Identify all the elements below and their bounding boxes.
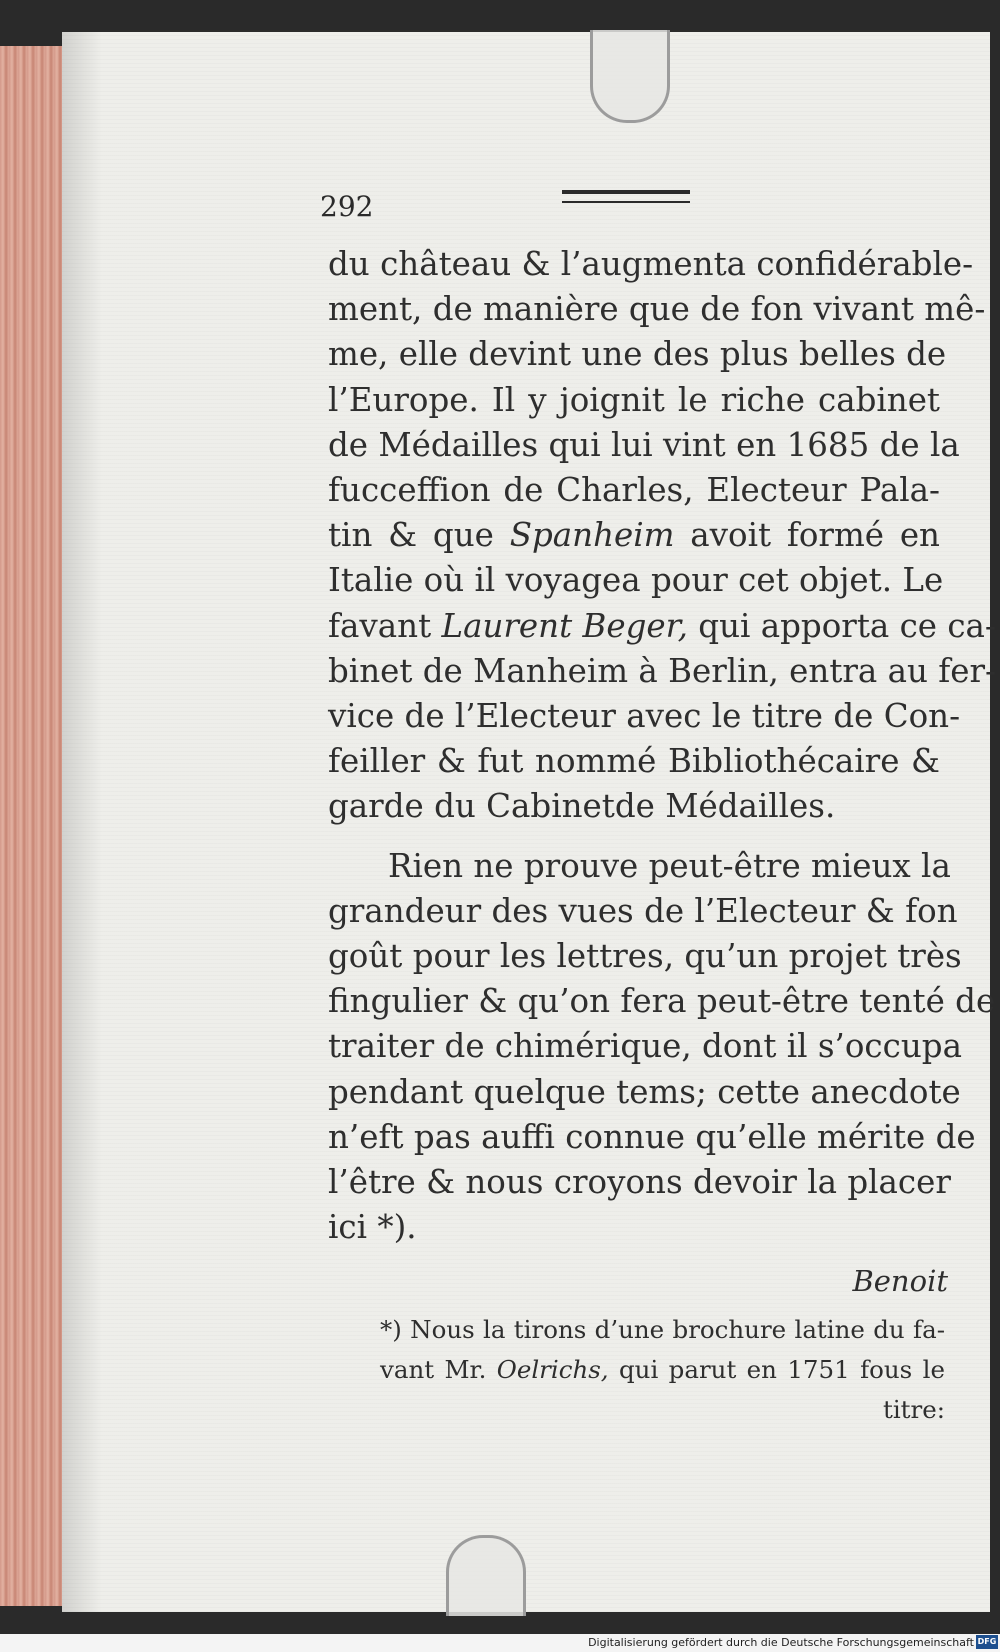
text-line: grandeur des vues de l’Electeur & fon (328, 891, 958, 930)
page-clip-top (590, 30, 670, 123)
text-fragment: qui parut en 1751 fous le (618, 1355, 945, 1384)
text-line: n’eft pas auffi connue qu’elle mérite de (328, 1117, 976, 1156)
text-line: l’Europe. Il y joignit le riche cabinet (328, 380, 940, 419)
text-fragment: vant Mr. (380, 1355, 487, 1384)
footnote (380, 1310, 945, 1430)
header-rule (562, 190, 690, 203)
text-line: l’être & nous croyons devoir la placer (328, 1163, 951, 1202)
text-fragment: avoit formé en (690, 516, 940, 555)
text-line: fucceffion de Charles, Electeur Pala- (328, 471, 940, 510)
paragraph-2 (328, 844, 996, 1251)
italic-name-oelrichs: Oelrichs, (496, 1355, 609, 1384)
text-line: du château & l’augmenta confidérable- (328, 245, 974, 283)
text-line: goût pour les lettres, qu’un projet très (328, 937, 962, 976)
italic-name-beger: Laurent Beger, (441, 606, 688, 645)
catchword: Benoit (852, 1264, 948, 1298)
footnote-line: titre: (883, 1395, 945, 1424)
footnote-line: *) Nous la tirons d’une brochure latine du fa- (380, 1315, 945, 1344)
page-number: 292 (320, 190, 374, 223)
text-fragment: qui apporta ce ca- (698, 606, 996, 645)
text-line: fingulier & qu’on fera peut-être tenté de (328, 982, 996, 1021)
text-line: ment, de manière que de fon vivant mê- (328, 290, 986, 329)
body-text (328, 242, 997, 1250)
text-fragment: tin & que (328, 516, 494, 555)
text-line (328, 513, 940, 558)
page-gutter-shadow (62, 32, 102, 1612)
text-line: binet de Manheim à Berlin, entra au fer- (328, 651, 997, 690)
page-clip-bottom (446, 1535, 526, 1616)
footnote-line (380, 1350, 945, 1390)
text-fragment: favant (328, 606, 432, 645)
banner-text: Digitalisierung gefördert durch die Deutsche Forschungsgemeinschaft (588, 1636, 974, 1649)
text-line: vice de l’Electeur avec le titre de Con- (328, 697, 961, 736)
text-line: garde du Cabinetde Médailles. (328, 787, 836, 826)
text-line (328, 604, 996, 649)
text-line: pendant quelque tems; cette anecdote (328, 1072, 961, 1111)
text-line: Rien ne prouve peut-être mieux la (388, 846, 951, 885)
text-line: ici *). (328, 1208, 417, 1247)
text-line: feiller & fut nommé Bibliothécaire & (328, 742, 940, 781)
italic-name-spanheim: Spanheim (509, 516, 675, 555)
text-line: me, elle devint une des plus belles de (328, 335, 947, 374)
text-line: traiter de chimérique, dont il s’occupa (328, 1027, 962, 1066)
paragraph-1 (328, 242, 997, 830)
text-line: Italie où il voyagea pour cet objet. Le (328, 561, 944, 600)
dfg-logo-icon: DFG (976, 1635, 998, 1649)
text-line: de Médailles qui lui vint en 1685 de la (328, 425, 960, 464)
